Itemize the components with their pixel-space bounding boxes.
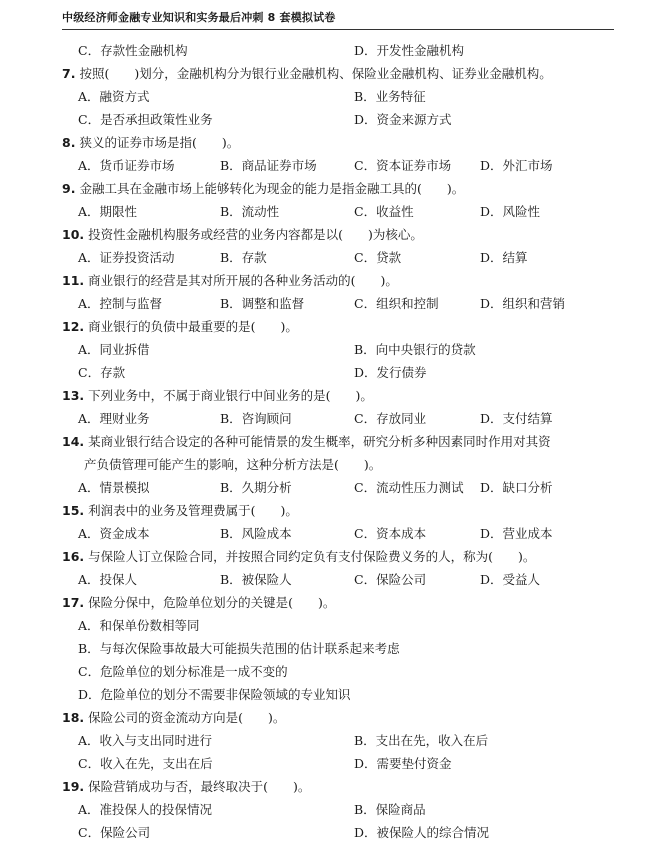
question-11 — [62, 273, 398, 289]
q17-option-c: C．危险单位的划分标准是一成不变的 — [78, 664, 288, 679]
q9-option-b: B．流动性 — [220, 204, 280, 219]
q13-option-a: A．理财业务 — [78, 411, 150, 426]
question-stem: 狭义的证券市场是指( )。 — [79, 135, 240, 150]
q13-option-c: C．存放同业 — [354, 411, 427, 426]
question-number: 10. — [62, 227, 85, 242]
question-stem: 按照( )划分，金融机构分为银行业金融机构、保险业金融机构、证券业金融机构。 — [79, 66, 552, 81]
q18-option-c: C．收入在先，支出在后 — [78, 756, 213, 771]
question-9 — [62, 181, 464, 197]
q19-option-d: D．被保险人的综合情况 — [354, 825, 490, 840]
q19-option-c: C．保险公司 — [78, 825, 151, 840]
question-stem: 保险分保中，危险单位划分的关键是( )。 — [88, 595, 336, 610]
q11-option-d: D．组织和营销 — [480, 296, 566, 311]
q12-option-c: C．存款 — [78, 365, 126, 380]
question-number: 16. — [62, 549, 85, 564]
q11-option-b: B．调整和监督 — [220, 296, 305, 311]
q14-option-b: B．久期分析 — [220, 480, 292, 495]
question-13 — [62, 388, 373, 404]
q9-option-d: D．风险性 — [480, 204, 541, 219]
q15-option-b: B．风险成本 — [220, 526, 292, 541]
question-15 — [62, 503, 298, 519]
q10-option-b: B．存款 — [220, 250, 267, 265]
q9-option-a: A．期限性 — [78, 204, 138, 219]
q6-option-d: D．开发性金融机构 — [354, 43, 465, 58]
question-10 — [62, 227, 423, 243]
q7-option-d: D．资金来源方式 — [354, 112, 452, 127]
question-12 — [62, 319, 298, 335]
question-stem: 与保险人订立保险合同，并按照合同约定负有支付保险费义务的人，称为( )。 — [88, 549, 536, 564]
question-number: 15. — [62, 503, 85, 518]
q12-option-a: A．同业拆借 — [78, 342, 150, 357]
q17-option-a: A．和保单份数相等同 — [78, 618, 200, 633]
q9-option-c: C．收益性 — [354, 204, 414, 219]
q10-option-a: A．证券投资活动 — [78, 250, 175, 265]
q18-option-d: D．需要垫付资金 — [354, 756, 452, 771]
q19-option-a: A．准投保人的投保情况 — [78, 802, 213, 817]
question-number: 12. — [62, 319, 85, 334]
question-stem-line-1: 某商业银行结合设定的各种可能情景的发生概率，研究分析多种因素同时作用对其资 — [88, 434, 551, 449]
question-stem: 商业银行的经营是其对所开展的各种业务活动的( )。 — [88, 273, 398, 288]
question-number: 13. — [62, 388, 85, 403]
q14-option-a: A．情景模拟 — [78, 480, 150, 495]
page-header-title: 中级经济师金融专业知识和实务最后冲刺 8 套模拟试卷 — [62, 11, 336, 24]
question-7 — [62, 66, 552, 82]
q7-option-c: C．是否承担政策性业务 — [78, 112, 213, 127]
question-number: 14. — [62, 434, 85, 449]
q17-option-d: D．危险单位的划分不需要非保险领域的专业知识 — [78, 687, 351, 702]
question-stem: 投资性金融机构服务或经营的业务内容都是以( )为核心。 — [88, 227, 423, 242]
q7-option-a: A．融资方式 — [78, 89, 150, 104]
question-16 — [62, 549, 535, 565]
question-stem: 下列业务中，不属于商业银行中间业务的是( )。 — [88, 388, 373, 403]
q13-option-b: B．咨询顾问 — [220, 411, 292, 426]
question-stem: 商业银行的负债中最重要的是( )。 — [88, 319, 298, 334]
question-stem: 保险营销成功与否，最终取决于( )。 — [88, 779, 311, 794]
q15-option-d: D．营业成本 — [480, 526, 553, 541]
question-17 — [62, 595, 335, 611]
q18-option-b: B．支出在先，收入在后 — [354, 733, 489, 748]
q10-option-c: C．贷款 — [354, 250, 402, 265]
q14-option-c: C．流动性压力测试 — [354, 480, 464, 495]
question-stem: 利润表中的业务及管理费属于( )。 — [88, 503, 298, 518]
q11-option-c: C．组织和控制 — [354, 296, 439, 311]
question-number: 11. — [62, 273, 85, 288]
question-number: 19. — [62, 779, 85, 794]
q15-option-a: A．资金成本 — [78, 526, 150, 541]
question-number: 9. — [62, 181, 76, 196]
q16-option-b: B．被保险人 — [220, 572, 292, 587]
q16-option-d: D．受益人 — [480, 572, 541, 587]
question-number: 17. — [62, 595, 85, 610]
q12-option-d: D．发行债券 — [354, 365, 427, 380]
q16-option-c: C．保险公司 — [354, 572, 427, 587]
question-number: 7. — [62, 66, 76, 81]
question-stem-line-2: 产负债管理可能产生的影响，这种分析方法是( )。 — [84, 457, 382, 472]
q6-option-c: C．存款性金融机构 — [78, 43, 188, 58]
q13-option-d: D．支付结算 — [480, 411, 553, 426]
question-8 — [62, 135, 239, 151]
q11-option-a: A．控制与监督 — [78, 296, 163, 311]
question-number: 18. — [62, 710, 85, 725]
q18-option-a: A．收入与支出同时进行 — [78, 733, 213, 748]
q12-option-b: B．向中央银行的贷款 — [354, 342, 476, 357]
q8-option-b: B．商品证券市场 — [220, 158, 317, 173]
question-number: 8. — [62, 135, 76, 150]
q8-option-c: C．资本证券市场 — [354, 158, 452, 173]
q8-option-a: A．货币证券市场 — [78, 158, 175, 173]
q7-option-b: B．业务特征 — [354, 89, 426, 104]
question-14 — [62, 434, 551, 450]
question-19 — [62, 779, 310, 795]
question-stem: 金融工具在金融市场上能够转化为现金的能力是指金融工具的( )。 — [79, 181, 465, 196]
header-divider — [62, 29, 614, 30]
q19-option-b: B．保险商品 — [354, 802, 426, 817]
q15-option-c: C．资本成本 — [354, 526, 427, 541]
q17-option-b: B．与每次保险事故最大可能损失范围的估计联系起来考虑 — [78, 641, 400, 656]
q14-option-d: D．缺口分析 — [480, 480, 553, 495]
q10-option-d: D．结算 — [480, 250, 528, 265]
question-18 — [62, 710, 285, 726]
q8-option-d: D．外汇市场 — [480, 158, 553, 173]
question-stem: 保险公司的资金流动方向是( )。 — [88, 710, 286, 725]
q16-option-a: A．投保人 — [78, 572, 138, 587]
